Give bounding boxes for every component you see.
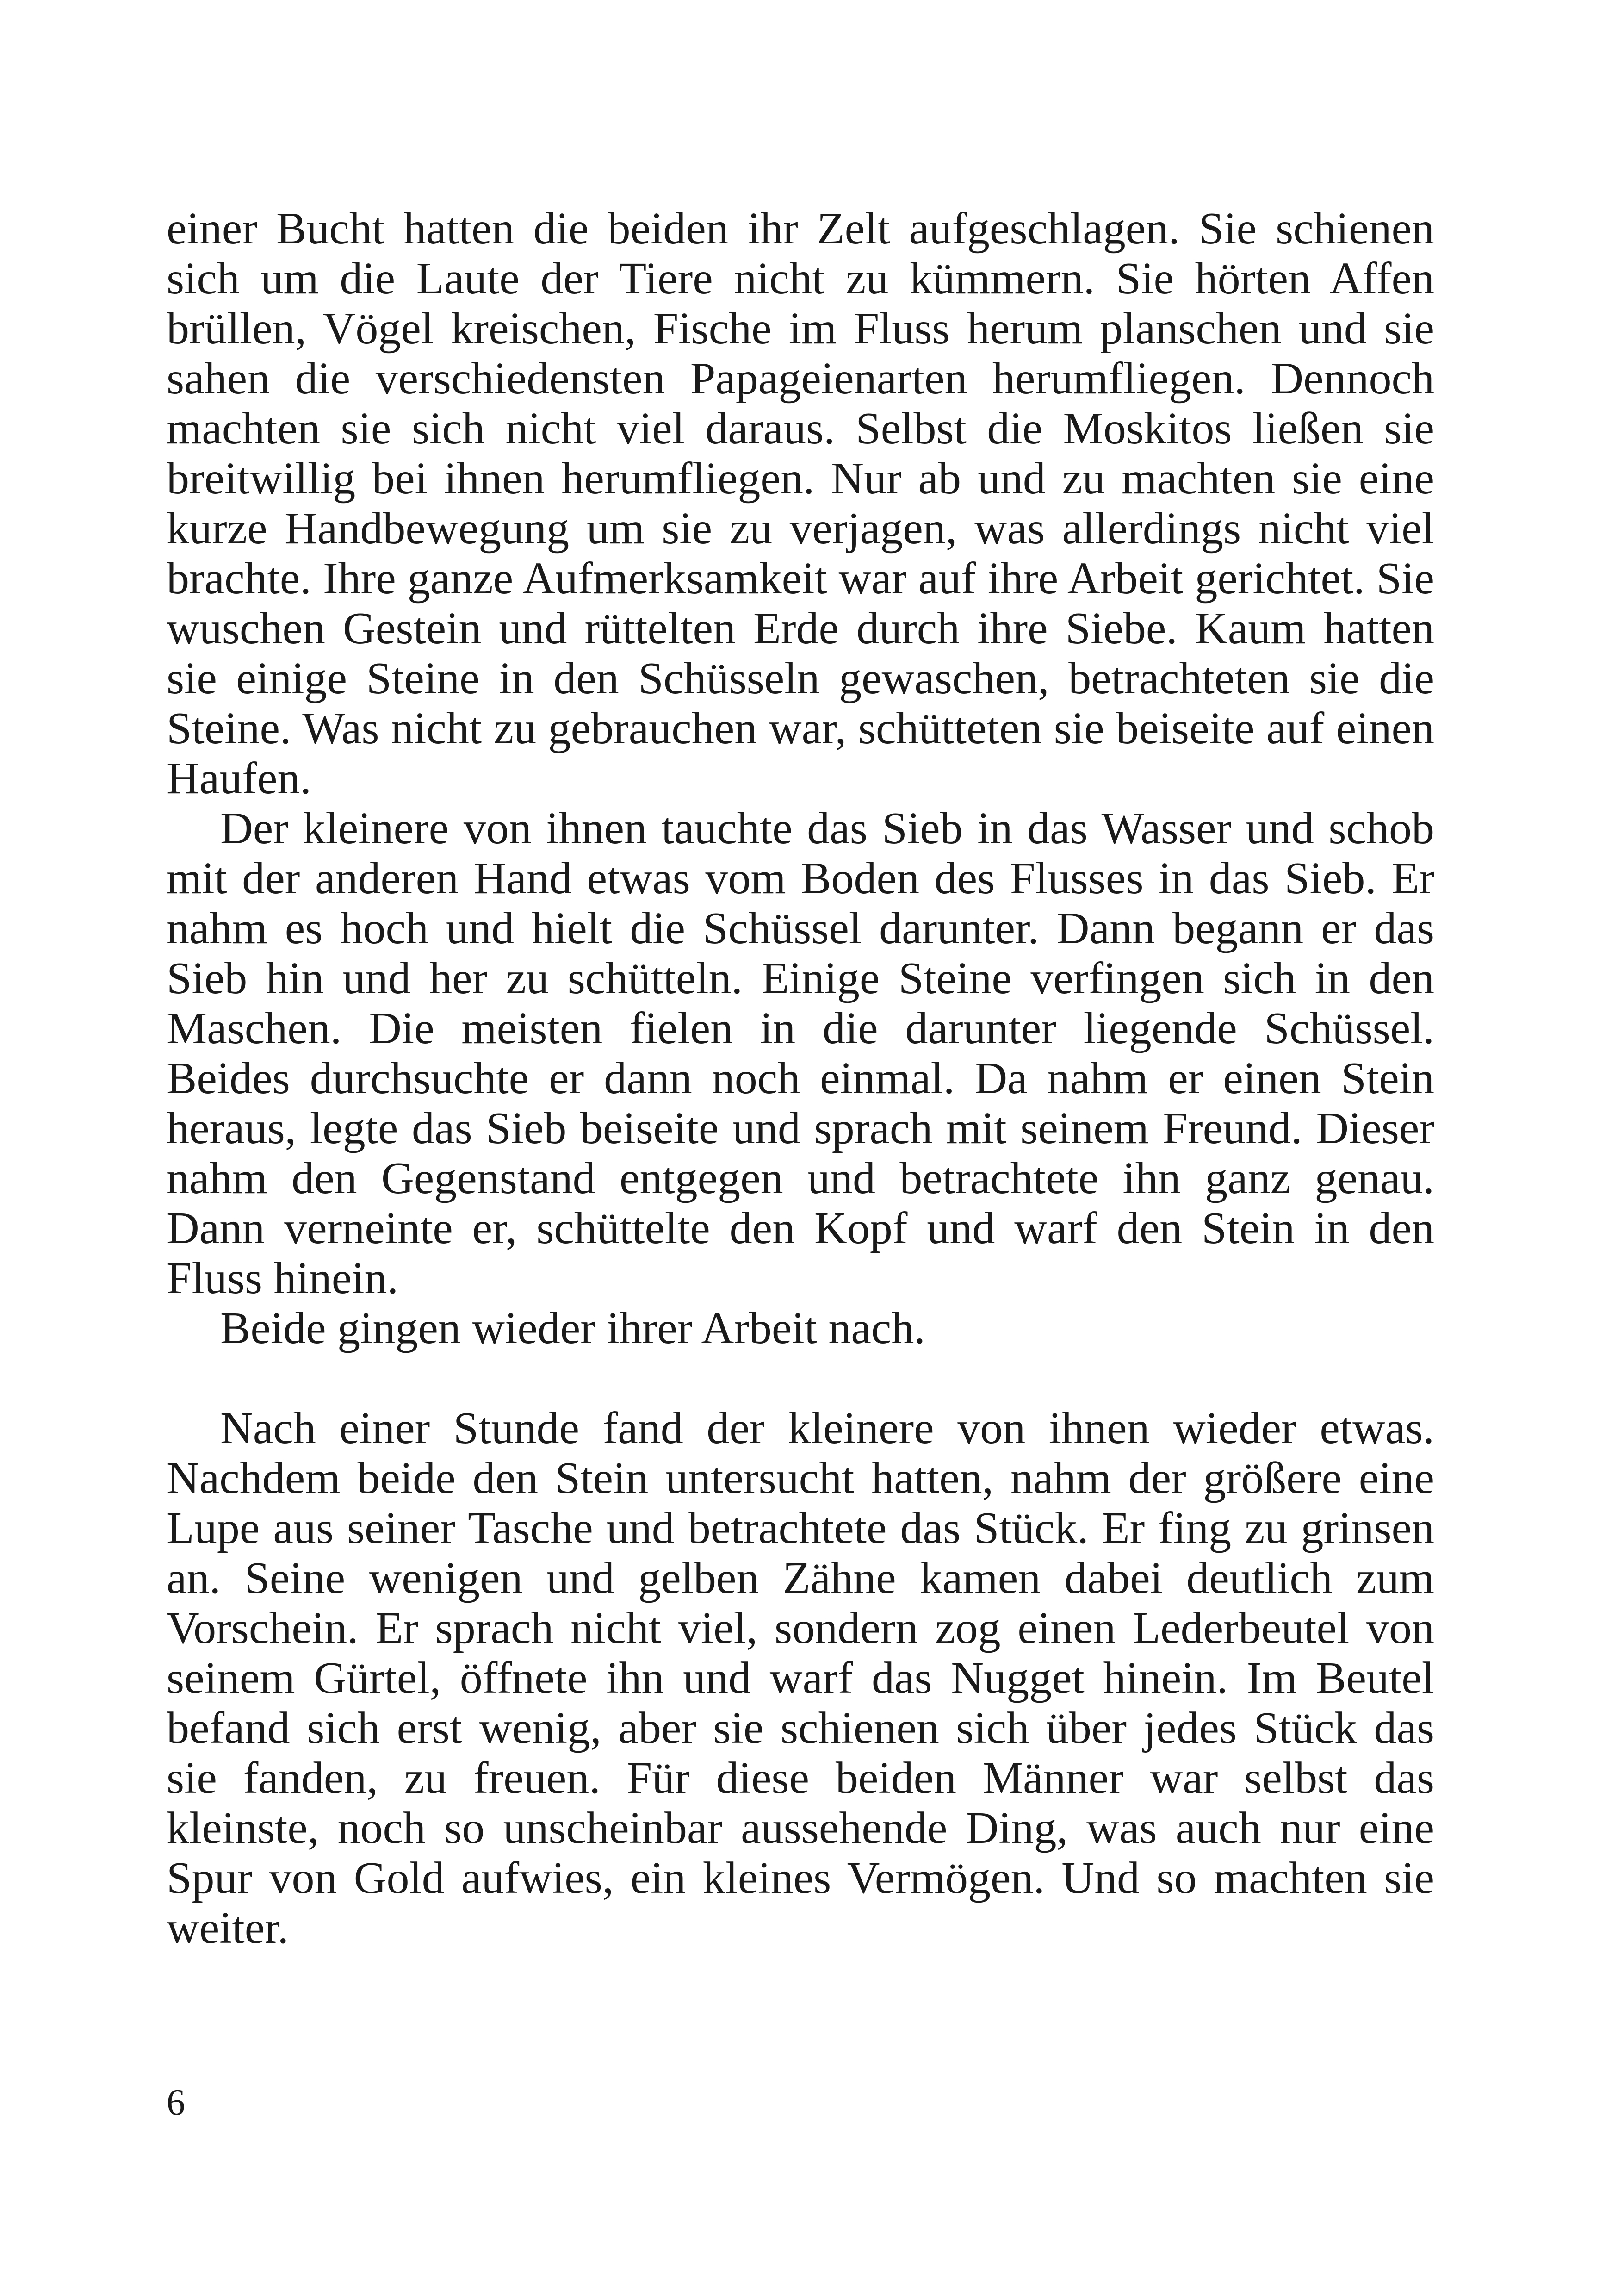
section-break (167, 1353, 1434, 1403)
paragraph-4: Nach einer Stunde fand der kleinere von ihnen wieder etwas. Nachdem beide den Stein untersucht hatten, nahm der größere eine Lupe aus seiner Tasche und betrachtete das Stück. Er fing zu grinsen an. Seine wenigen und gelben Zähne kamen dabei deutlich zum Vorschein. Er sprach nicht viel, sondern zog einen Lederbeutel von seinem Gürtel, öffnete ihn und warf das Nugget hinein. Im Beutel befand sich erst wenig, aber sie schienen sich über jedes Stück das sie fanden, zu freuen. Für diese beiden Männer war selbst das kleinste, noch so unscheinbar aussehende Ding, was auch nur eine Spur von Gold aufwies, ein kleines Vermögen. Und so machten sie weiter. (167, 1403, 1434, 1953)
paragraph-2: Der kleinere von ihnen tauchte das Sieb in das Wasser und schob mit der anderen Hand etwas vom Boden des Flusses in das Sieb. Er nahm es hoch und hielt die Schüssel darunter. Dann begann er das Sieb hin und her zu schütteln. Einige Steine verfingen sich in den Maschen. Die meisten fielen in die darunter liegende Schüssel. Beides durchsuchte er dann noch einmal. Da nahm er einen Stein heraus, legte das Sieb beiseite und sprach mit seinem Freund. Dieser nahm den Gegenstand entgegen und betrachtete ihn ganz genau. Dann verneinte er, schüttelte den Kopf und warf den Stein in den Fluss hinein. (167, 803, 1434, 1303)
page-number: 6 (167, 2082, 185, 2123)
paragraph-3: Beide gingen wieder ihrer Arbeit nach. (220, 1303, 925, 1353)
paragraph-1: einer Bucht hatten die beiden ihr Zelt aufgeschlagen. Sie schienen sich um die Laute der Tiere nicht zu kümmern. Sie hörten Affen brüllen, Vögel kreischen, Fische im Fluss herum planschen und sie sahen die verschiedensten Papageienarten herumfliegen. Dennoch machten sie sich nicht viel daraus. Selbst die Moskitos ließen sie breitwillig bei ihnen herumfliegen. Nur ab und zu machten sie eine kurze Handbewegung um sie zu verjagen, was allerdings nicht viel brachte. Ihre ganze Aufmerksamkeit war auf ihre Arbeit gerichtet. Sie wuschen Gestein und rüttelten Erde durch ihre Siebe. Kaum hatten sie einige Steine in den Schüsseln gewaschen, betrachteten sie die Steine. Was nicht zu gebrauchen war, schütteten sie beiseite auf einen Haufen. (167, 204, 1434, 803)
body-text (167, 204, 1434, 1953)
